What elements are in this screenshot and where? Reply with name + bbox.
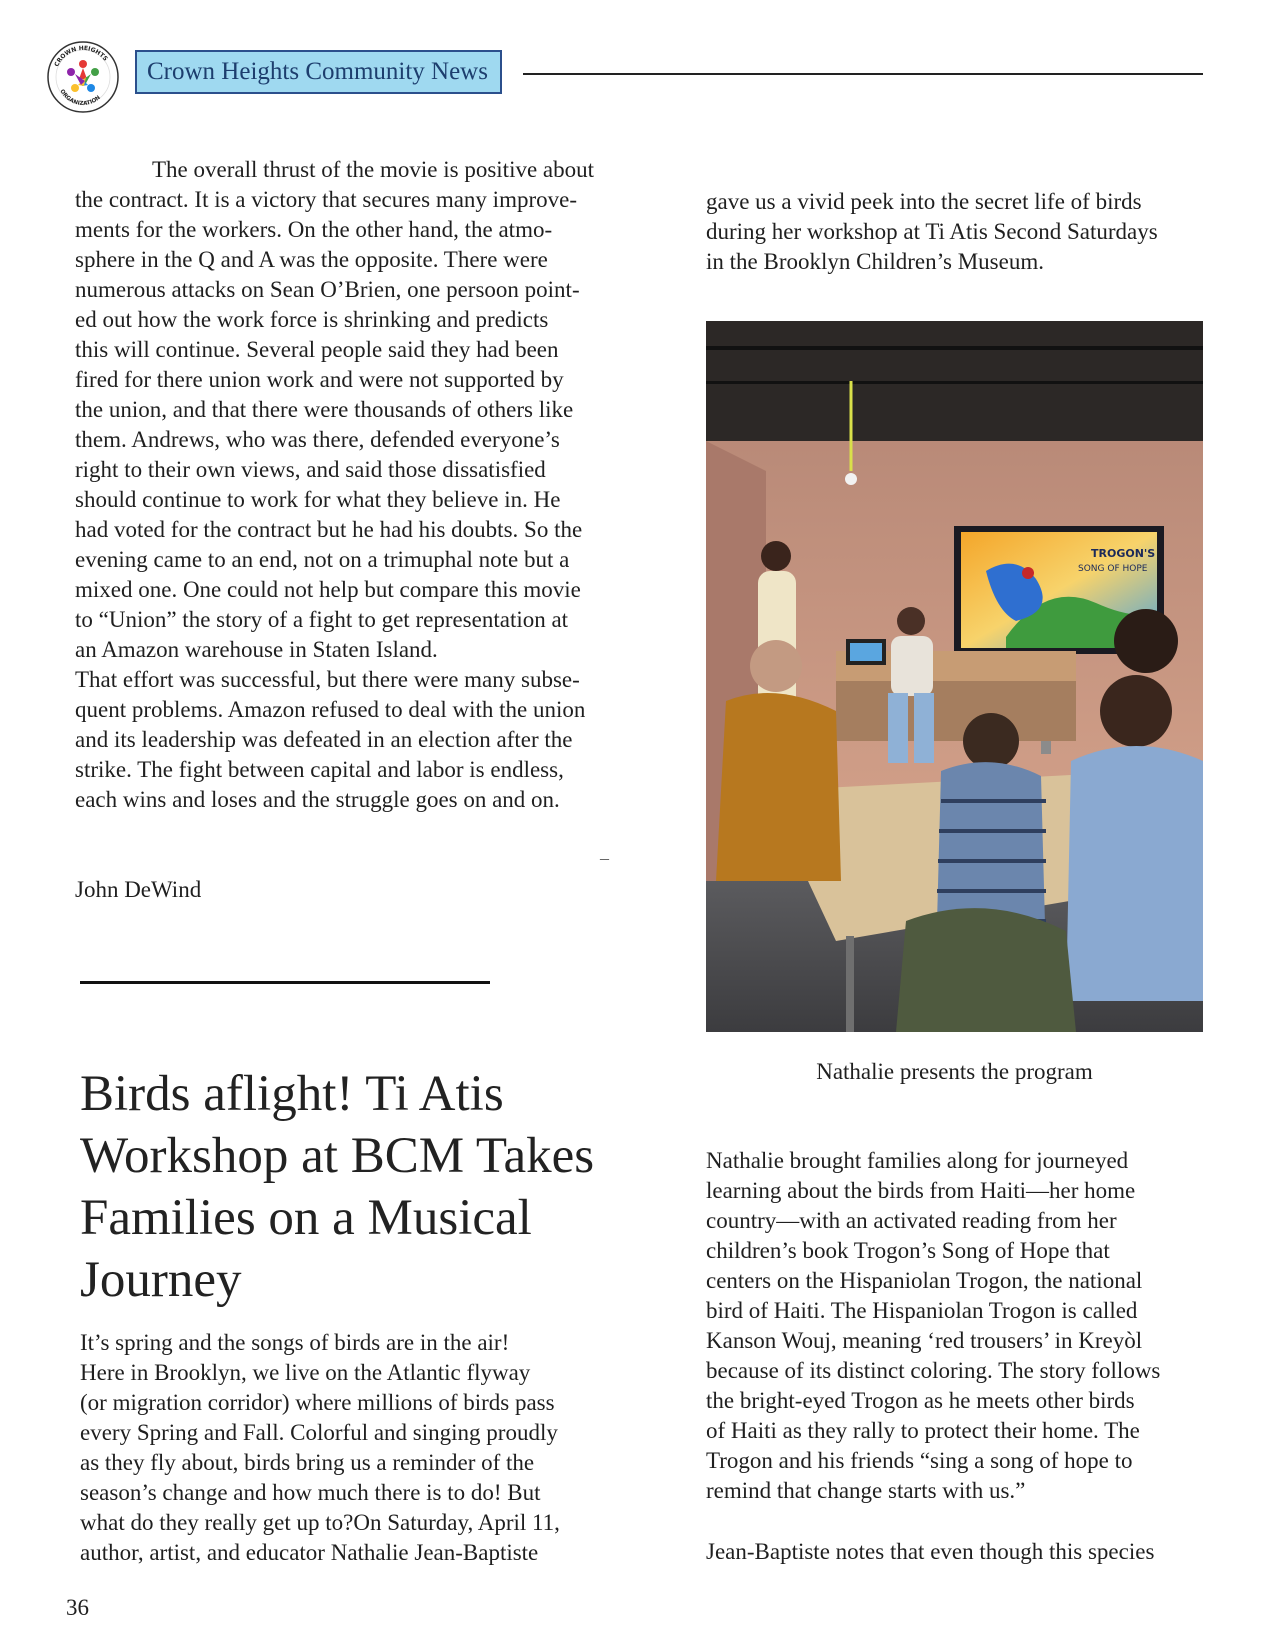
article1-line: evening came to an end, not on a trimuphal note but a [75, 547, 570, 572]
article2-closing-line: Jean-Baptiste notes that even though this species [706, 1539, 1155, 1564]
logo-text-top: CROWN HEIGHTS [53, 44, 109, 68]
article1-line: and its leadership was defeated in an election after the [75, 727, 573, 752]
article1-body [75, 155, 650, 815]
body-line: because of its distinct coloring. The story follows [706, 1358, 1161, 1383]
article1-line: this will continue. Several people said they had been [75, 337, 559, 362]
page-number: 36 [66, 1595, 89, 1620]
intro-line: author, artist, and educator Nathalie Jean-Baptiste [80, 1540, 539, 1565]
body-line: children’s book Trogon’s Song of Hope that [706, 1238, 1110, 1263]
headline-line: Workshop at BCM Takes [80, 1128, 595, 1184]
article1-line: right to their own views, and said those dissatisfied [75, 457, 546, 482]
article1-line: should continue to work for what they believe in. He [75, 487, 561, 512]
intro-line: every Spring and Fall. Colorful and singing proudly [80, 1420, 558, 1445]
article2-intro [80, 1328, 560, 1568]
section-divider [80, 981, 490, 984]
continued-line: during her workshop at Ti Atis Second Saturdays [706, 219, 1158, 244]
organization-logo [46, 40, 120, 114]
body-line: of Haiti as they rally to protect their home. The [706, 1418, 1140, 1443]
article1-line: an Amazon warehouse in Staten Island. [75, 637, 438, 662]
body-line: the bright-eyed Trogon as he meets other birds [706, 1388, 1135, 1413]
body-line: Nathalie brought families along for journeyed [706, 1148, 1129, 1173]
body-line: country—with an activated reading from her [706, 1208, 1117, 1233]
article1-line: fired for there union work and were not supported by [75, 367, 564, 392]
continued-line: gave us a vivid peek into the secret life of birds [706, 189, 1142, 214]
header-rule [523, 73, 1203, 75]
article1-line: ments for the workers. On the other hand, the atmo- [75, 217, 553, 242]
article1-line: mixed one. One could not help but compare this movie [75, 577, 581, 602]
signoff-dash: – [600, 848, 609, 868]
intro-line: season’s change and how much there is to do! But [80, 1480, 541, 1505]
article1-line: each wins and loses and the struggle goes on and on. [75, 787, 560, 812]
headline-line: Journey [80, 1252, 242, 1308]
body-line: centers on the Hispaniolan Trogon, the national [706, 1268, 1143, 1293]
publication-title: Crown Heights Community News [135, 50, 502, 94]
body-line: remind that change starts with us.” [706, 1478, 1026, 1503]
headline-line: Families on a Musical [80, 1190, 532, 1246]
intro-line: Here in Brooklyn, we live on the Atlantic flyway [80, 1360, 531, 1385]
article1-author: John DeWind [75, 877, 202, 902]
body-line: Trogon and his friends “sing a song of hope to [706, 1448, 1133, 1473]
article2-continued [706, 187, 1158, 277]
intro-line: what do they really get up to?On Saturday, April 11, [80, 1510, 560, 1535]
intro-line: as they fly about, birds bring us a reminder of the [80, 1450, 535, 1475]
article1-line: ed out how the work force is shrinking and predicts [75, 307, 549, 332]
photo-caption: Nathalie presents the program [816, 1059, 1093, 1084]
article1-line: sphere in the Q and A was the opposite. There were [75, 247, 548, 272]
article1-line: the contract. It is a victory that secures many improve- [75, 187, 577, 212]
logo-text-bottom: ORGANIZATION [58, 88, 102, 108]
article2-body [706, 1146, 1160, 1506]
body-line: Kanson Wouj, meaning ‘red trousers’ in Kreyòl [706, 1328, 1143, 1353]
article1-line: The overall thrust of the movie is positive about [152, 157, 595, 182]
intro-line: It’s spring and the songs of birds are in the air! [80, 1330, 510, 1355]
article1-line: That effort was successful, but there were many subse- [75, 667, 580, 692]
article1-line: quent problems. Amazon refused to deal with the union [75, 697, 586, 722]
screen-title-2: SONG OF HOPE [1078, 564, 1148, 574]
workshop-photo [706, 321, 1203, 1032]
body-line: learning about the birds from Haiti—her home [706, 1178, 1136, 1203]
article1-line: strike. The fight between capital and labor is endless, [75, 757, 564, 782]
intro-line: (or migration corridor) where millions of birds pass [80, 1390, 555, 1415]
article2-headline [80, 1063, 640, 1311]
article1-line: numerous attacks on Sean O’Brien, one persoon point- [75, 277, 580, 302]
screen-title-1: TROGON'S [1091, 547, 1156, 560]
continued-line: in the Brooklyn Children’s Museum. [706, 249, 1044, 274]
article1-line: the union, and that there were thousands of others like [75, 397, 574, 422]
headline-line: Birds aflight! Ti Atis [80, 1066, 504, 1122]
article1-line: had voted for the contract but he had his doubts. So the [75, 517, 583, 542]
article1-line: to “Union” the story of a fight to get representation at [75, 607, 569, 632]
article1-line: them. Andrews, who was there, defended everyone’s [75, 427, 560, 452]
body-line: bird of Haiti. The Hispaniolan Trogon is called [706, 1298, 1138, 1323]
